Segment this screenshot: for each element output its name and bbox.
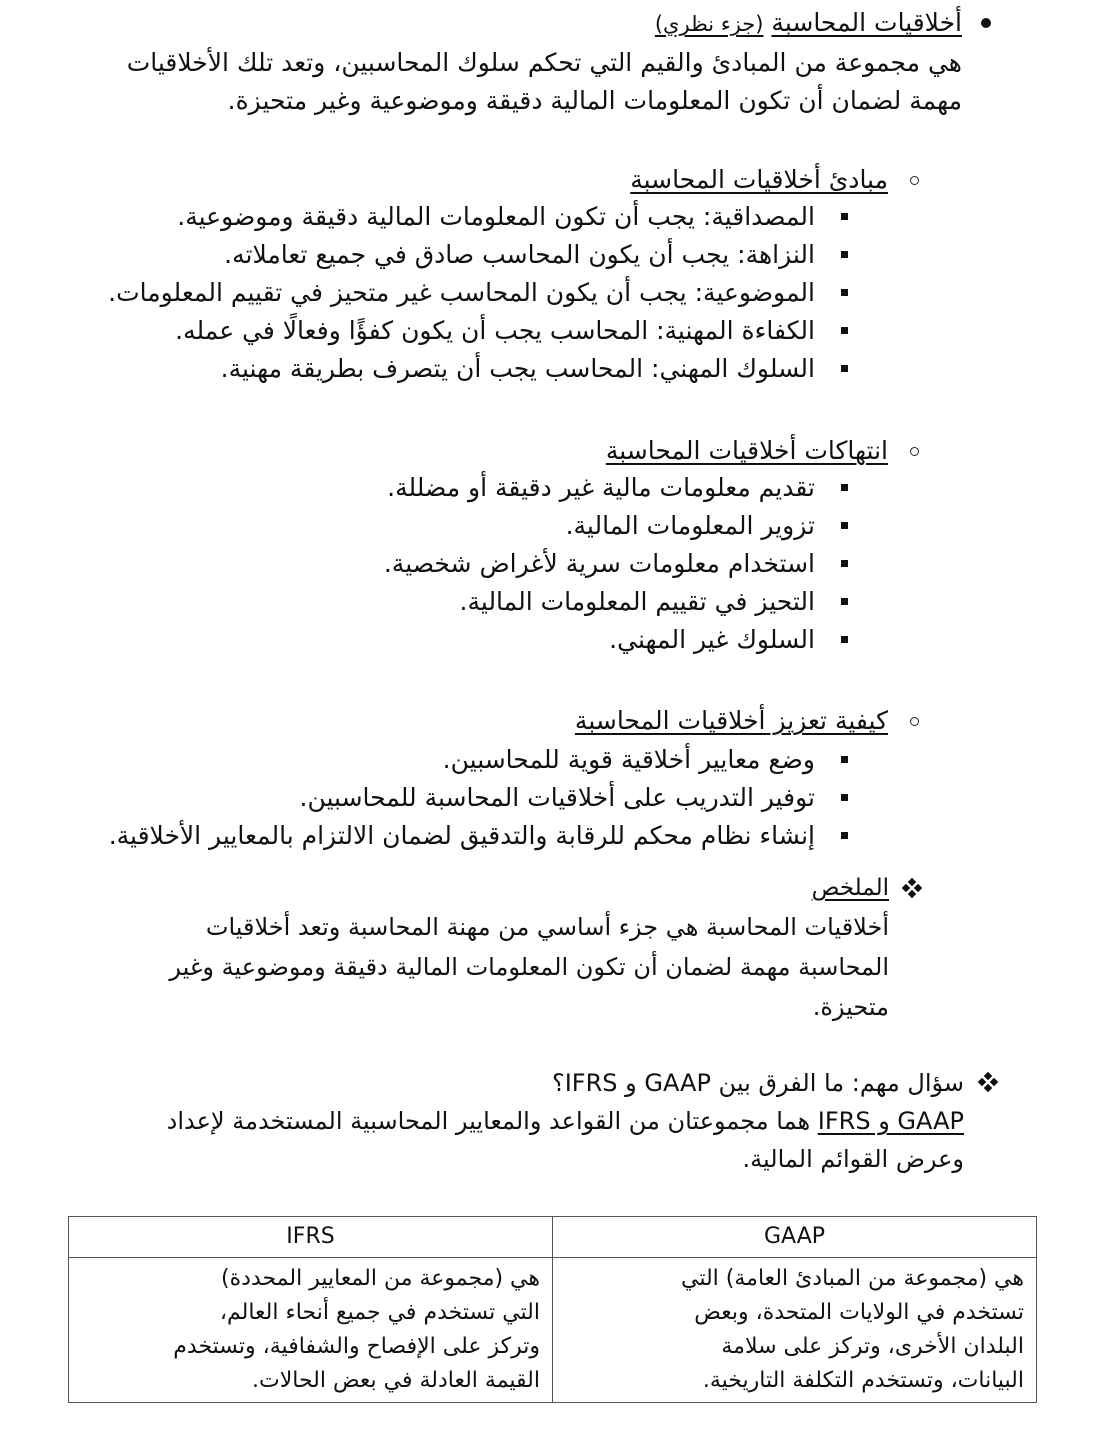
- list-item: إنشاء نظام محكم للرقابة والتدقيق لضمان الالتزام بالمعايير الأخلاقية.: [108, 821, 815, 850]
- list-item: السلوك المهني: المحاسب يجب أن يتصرف بطريقة مهنية.: [220, 354, 815, 383]
- bullet-circle-icon: [910, 447, 919, 456]
- diamond-bullet-icon: [903, 879, 921, 897]
- bullet-square-icon: [841, 522, 848, 529]
- bullet-square-icon: [841, 251, 848, 258]
- bullet-square-icon: [841, 756, 848, 763]
- list-item: الكفاءة المهنية: المحاسب يجب أن يكون كفؤًا وفعالًا في عمله.: [175, 316, 815, 345]
- bullet-circle-icon: [910, 717, 919, 726]
- summary-line: متحيزة.: [812, 993, 889, 1021]
- bullet-square-icon: [841, 213, 848, 220]
- intro-line: مهمة لضمان أن تكون المعلومات المالية دقيقة وموضوعية وغير متحيزة.: [227, 86, 962, 115]
- table-header-gaap: GAAP: [553, 1217, 1037, 1258]
- cell-line: البلدان الأخرى، وتركز على سلامة: [721, 1334, 1024, 1359]
- question-answer: [167, 1102, 964, 1140]
- intro-line: هي مجموعة من المبادئ والقيم التي تحكم سلوك المحاسبين، وتعد تلك الأخلاقيات: [126, 48, 962, 77]
- question-answer-line2: وعرض القوائم المالية.: [742, 1145, 964, 1173]
- bullet-square-icon: [841, 327, 848, 334]
- intro-heading-text: أخلاقيات المحاسبة: [771, 8, 962, 37]
- diamond-bullet-icon: [979, 1073, 997, 1091]
- table-header-ifrs: IFRS: [69, 1217, 553, 1258]
- list-item: استخدام معلومات سرية لأغراض شخصية.: [383, 549, 815, 578]
- summary-line: المحاسبة مهمة لضمان أن تكون المعلومات المالية دقيقة وموضوعية وغير: [169, 953, 889, 981]
- list-item: الموضوعية: يجب أن يكون المحاسب غير متحيز في تقييم المعلومات.: [108, 278, 815, 307]
- list-item: توفير التدريب على أخلاقيات المحاسبة للمحاسبين.: [299, 783, 815, 812]
- section-title: مبادئ أخلاقيات المحاسبة: [630, 165, 888, 194]
- bullet-dot-icon: [981, 18, 991, 28]
- answer-standards-names: GAAP و IFRS: [817, 1107, 964, 1135]
- table-cell-ifrs: [69, 1258, 553, 1403]
- table-cell-gaap: [553, 1258, 1037, 1403]
- bullet-square-icon: [841, 832, 848, 839]
- bullet-square-icon: [841, 365, 848, 372]
- bullet-square-icon: [841, 794, 848, 801]
- cell-line: هي (مجموعة من المعايير المحددة): [221, 1266, 540, 1291]
- question-title: سؤال مهم: ما الفرق بين GAAP و IFRS؟: [551, 1069, 964, 1097]
- bullet-square-icon: [841, 598, 848, 605]
- bullet-square-icon: [841, 484, 848, 491]
- summary-title: الملخص: [811, 875, 889, 901]
- list-item: تقديم معلومات مالية غير دقيقة أو مضللة.: [387, 473, 815, 502]
- comparison-table: [68, 1216, 1037, 1403]
- answer-text: هما مجموعتان من القواعد والمعايير المحاسبية المستخدمة لإعداد: [166, 1107, 818, 1135]
- cell-line: البيانات، وتستخدم التكلفة التاريخية.: [702, 1368, 1024, 1393]
- bullet-square-icon: [841, 636, 848, 643]
- summary-line: أخلاقيات المحاسبة هي جزء أساسي من مهنة المحاسبة وتعد أخلاقيات: [205, 913, 889, 941]
- cell-line: تستخدم في الولايات المتحدة، وبعض: [694, 1300, 1024, 1325]
- cell-line: وتركز على الإفصاح والشفافية، وتستخدم: [173, 1334, 540, 1359]
- cell-line: هي (مجموعة من المبادئ العامة) التي: [681, 1266, 1024, 1291]
- intro-heading: [655, 4, 962, 43]
- list-item: المصداقية: يجب أن تكون المعلومات المالية دقيقة وموضوعية.: [177, 202, 815, 231]
- list-item: التحيز في تقييم المعلومات المالية.: [459, 587, 815, 616]
- bullet-circle-icon: [910, 176, 919, 185]
- list-item: وضع معايير أخلاقية قوية للمحاسبين.: [442, 745, 815, 774]
- cell-line: التي تستخدم في جميع أنحاء العالم،: [219, 1300, 540, 1325]
- table-header-row: [69, 1217, 1037, 1258]
- list-item: السلوك غير المهني.: [609, 625, 815, 654]
- intro-heading-note: (جزء نظري): [654, 12, 764, 36]
- list-item: تزوير المعلومات المالية.: [565, 511, 815, 540]
- list-item: النزاهة: يجب أن يكون المحاسب صادق في جميع تعاملاته.: [224, 240, 815, 269]
- section-title: انتهاكات أخلاقيات المحاسبة: [605, 436, 888, 465]
- bullet-square-icon: [841, 289, 848, 296]
- bullet-square-icon: [841, 560, 848, 567]
- cell-line: القيمة العادلة في بعض الحالات.: [251, 1368, 540, 1393]
- table-row: [69, 1258, 1037, 1403]
- section-title: كيفية تعزيز أخلاقيات المحاسبة: [574, 706, 888, 735]
